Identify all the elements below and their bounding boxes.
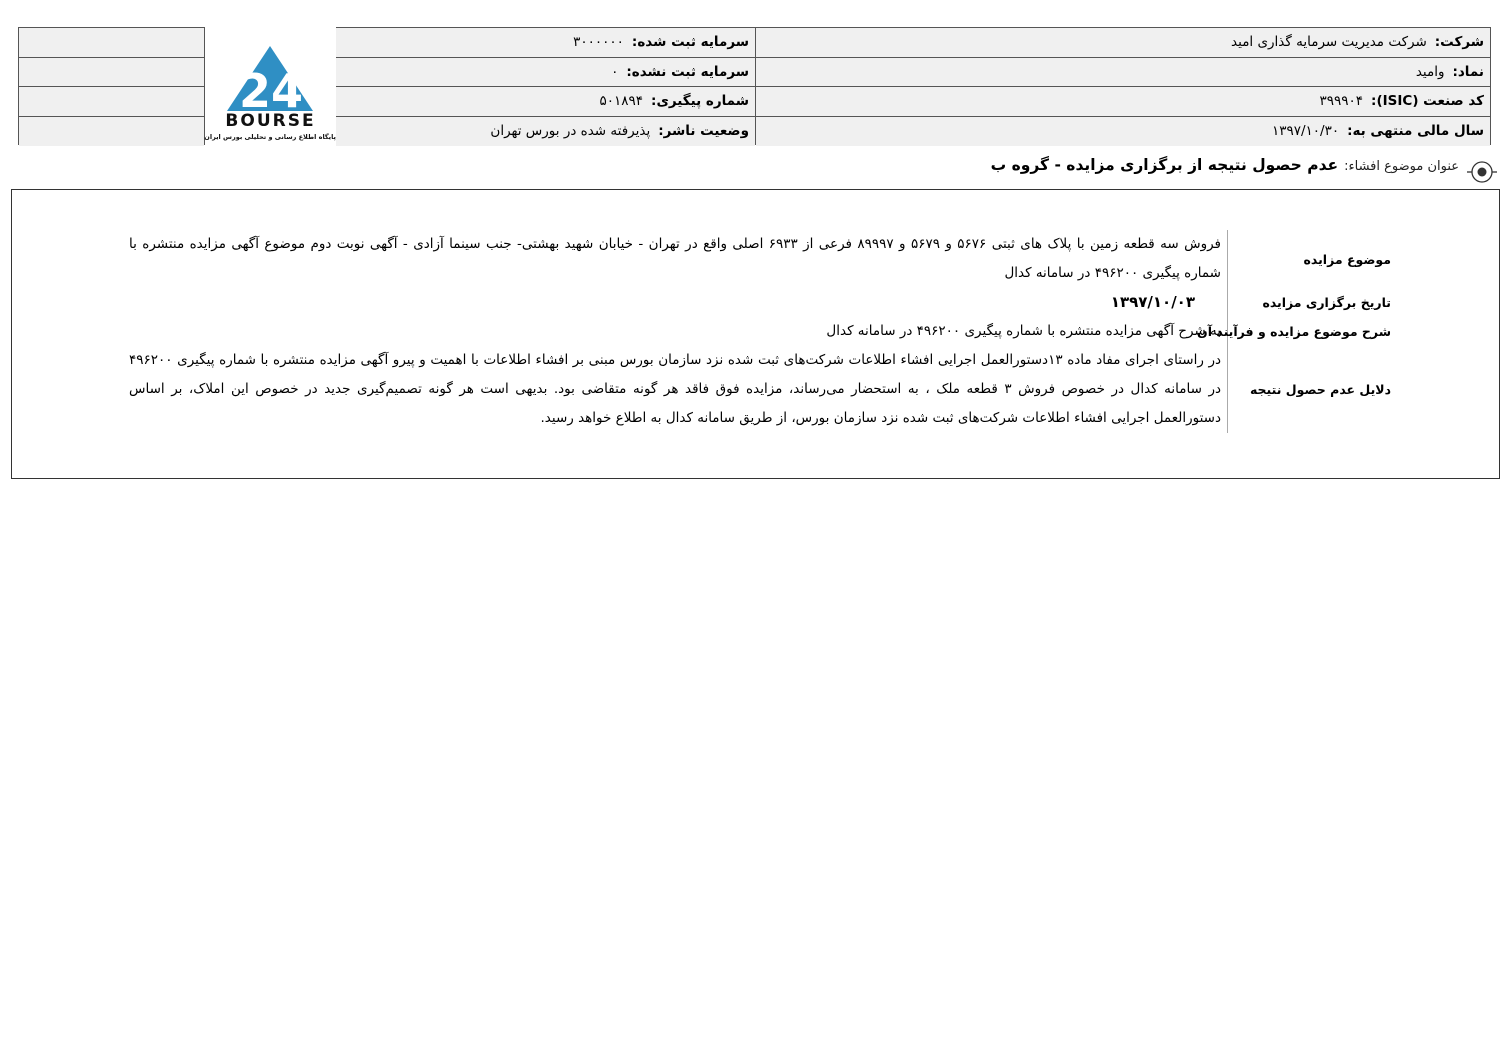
auction-subject-value: فروش سه قطعه زمین با پلاک های ثبتی ۵۶۷۶ و ۵۶۷۹ و ۸۹۹۹۷ فرعی از ۶۹۳۳ اصلی واقع در تهران - خیابان شهید بهشتی- جنب سینما آزادی - آگهی نوبت دوم موضوع آگهی مزایده منتشره با شماره پیگیری ۴۹۶۲۰۰ در سامانه کدال bbox=[129, 236, 1221, 281]
unregistered-capital-label: سرمایه ثبت نشده: bbox=[626, 63, 749, 80]
table-row bbox=[129, 230, 1397, 288]
registered-capital-row bbox=[336, 28, 755, 58]
company-label: شرکت: bbox=[1434, 34, 1484, 51]
auction-description-value: به شرح آگهی مزایده منتشره با شماره پیگیری ۴۹۶۲۰۰ در سامانه کدال bbox=[826, 323, 1221, 339]
publisher-status-value: پذیرفته شده در بورس تهران bbox=[490, 123, 651, 140]
disclosure-subject bbox=[991, 156, 1459, 174]
subject-value: عدم حصول نتیجه از برگزاری مزایده - گروه ب bbox=[990, 156, 1339, 174]
auction-date-value: ۱۳۹۷/۱۰/۰۳ bbox=[1110, 293, 1195, 311]
auction-subject-label: موضوع مزایده bbox=[1227, 230, 1397, 288]
empty-cell bbox=[19, 28, 204, 58]
fiscal-year-label: سال مالی منتهی به: bbox=[1347, 123, 1484, 140]
symbol-row bbox=[756, 58, 1490, 88]
empty-cell bbox=[19, 87, 204, 117]
table-row bbox=[129, 317, 1397, 346]
unregistered-capital-value: ۰ bbox=[611, 63, 619, 80]
publisher-status-label: وضعیت ناشر: bbox=[658, 123, 749, 140]
isic-row bbox=[756, 87, 1490, 117]
tracking-number-row bbox=[336, 87, 755, 117]
table-row bbox=[129, 288, 1397, 317]
header-right-column bbox=[755, 27, 1491, 145]
auction-date-label: تاریخ برگزاری مزایده bbox=[1227, 288, 1397, 317]
table-row bbox=[129, 346, 1397, 433]
target-icon bbox=[1467, 158, 1497, 186]
auction-info-box bbox=[11, 189, 1500, 479]
failure-reasons-value: در راستای اجرای مفاد ماده ۱۳دستورالعمل اجرایی افشاء اطلاعات شرکت‌های ثبت شده نزد سازمان بورس مبنی بر افشاء اطلاعات با اهمیت و پیرو آگهی مزایده منتشره با شماره پیگیری ۴۹۶۲۰۰ در سامانه کدال در خصوص فروش ۳ قطعه ملک ، به استحضار می‌رساند، مزایده فوق فاقد هر گونه متقاضی بود. بدیهی است هر گونه تصمیم‌گیری جدید در خصوص این املاک، بر اساس دستورالعمل اجرایی افشاء اطلاعات شرکت‌های ثبت شده نزد سازمان بورس، از طریق سامانه کدال به اطلاع خواهد رسید. bbox=[129, 352, 1221, 426]
registered-capital-label: سرمایه ثبت شده: bbox=[631, 34, 749, 51]
header-left-column bbox=[18, 27, 205, 145]
empty-cell bbox=[19, 117, 204, 147]
logo-word: BOURSE bbox=[225, 111, 316, 131]
bourse24-logo bbox=[205, 27, 336, 145]
logo-subtitle: پایگاه اطلاع رسانی و تحلیلی بورس ایران bbox=[204, 133, 336, 141]
isic-label: کد صنعت (ISIC): bbox=[1371, 93, 1484, 110]
company-value: شرکت مدیریت سرمایه گذاری امید bbox=[1231, 34, 1427, 51]
tracking-number-value: ۵۰۱۸۹۴ bbox=[599, 93, 644, 110]
isic-value: ۳۹۹۹۰۴ bbox=[1319, 93, 1364, 110]
failure-reasons-label: دلایل عدم حصول نتیجه bbox=[1227, 346, 1397, 433]
tracking-number-label: شماره پیگیری: bbox=[651, 93, 749, 110]
empty-cell bbox=[19, 58, 204, 88]
fiscal-year-value: ۱۳۹۷/۱۰/۳۰ bbox=[1271, 123, 1340, 140]
fiscal-year-row bbox=[756, 117, 1490, 147]
publisher-status-row bbox=[336, 117, 755, 147]
symbol-label: نماد: bbox=[1452, 63, 1484, 80]
subject-label: عنوان موضوع افشاء: bbox=[1344, 159, 1459, 174]
unregistered-capital-row bbox=[336, 58, 755, 88]
header-middle-column bbox=[335, 27, 755, 145]
symbol-value: وامید bbox=[1415, 63, 1445, 80]
bourse24-logo-icon bbox=[205, 27, 336, 113]
company-row bbox=[756, 28, 1490, 58]
registered-capital-value: ۳۰۰۰۰۰۰ bbox=[573, 34, 624, 51]
logo-numeral: 24 bbox=[238, 64, 304, 113]
auction-info-table bbox=[129, 230, 1397, 433]
auction-description-label: شرح موضوع مزایده و فرآیند آن bbox=[1227, 317, 1397, 346]
